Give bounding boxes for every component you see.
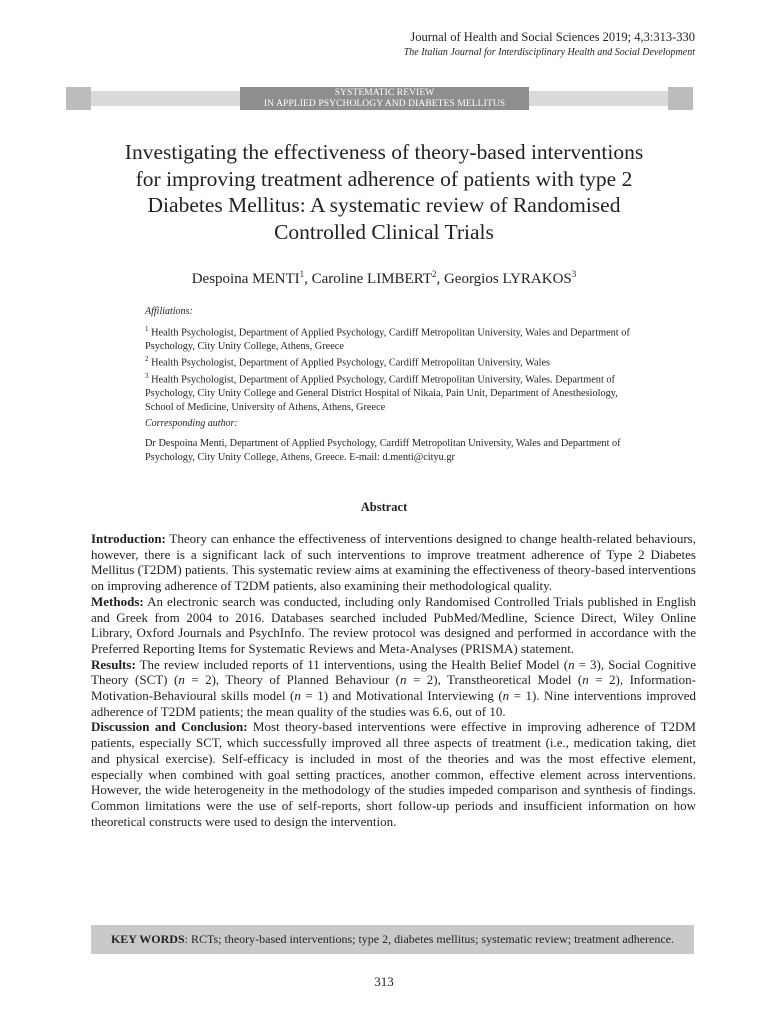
- keywords-label: KEY WORDS: [110, 932, 185, 946]
- abstract-italic-n: n: [399, 672, 407, 688]
- keywords-box: [91, 925, 694, 954]
- abstract-section-text: = 2), Information-Motivation-Behavioural skills model (: [91, 672, 696, 704]
- author-name: Caroline LIMBERT: [311, 271, 432, 287]
- abstract-section-text: An electronic search was conducted, including only Randomised Controlled Trials published in English and Greek from 2004 to 2016. Databases searched included PubMed/Medline, Science Direct, Wiley Online Library, Oxford Journals and PsychInfo. The review protocol was designed and performed in accordance with the Preferred Reporting Items for Systematic Reviews and Meta-Analyses (PRISMA) statement.: [91, 593, 696, 656]
- author-separator: ,: [304, 271, 312, 287]
- abstract-section-text: The review included reports of 11 interventions, using the Health Belief Model (: [135, 656, 569, 672]
- abstract-heading: Abstract: [360, 500, 408, 514]
- abstract-italic-n: n: [502, 688, 510, 704]
- section-banner: [66, 87, 693, 110]
- affiliation-text: Health Psychologist, Department of Applied Psychology, Cardiff Metropolitan University, Wales: [148, 357, 551, 369]
- abstract-section-text: Most theory-based interventions were effective in improving adherence of T2DM patients, especially SCT, which successfully improved all three aspects of treatment (i.e., medication taking, diet and physical exercise). Self-efficacy is included in most of the theories and was the most effective element, especially when combined with goal setting practices, another common, effective element across interventions. However, the wide heterogeneity in the methodology of the studies impeded comparison and synthesis of findings. Common limitations were the use of self-reports, short follow-up periods and insufficient information on how theoretical constructs were used to design the intervention.: [91, 719, 696, 829]
- abstract-section-label: Discussion and Conclusion:: [91, 719, 248, 735]
- affiliation-mark: 3: [145, 372, 149, 381]
- abstract-italic-n: n: [178, 672, 185, 688]
- abstract-section-text: Theory can enhance the effectiveness of interventions designed to change health-related behaviours, however, there is a significant lack of such interventions to improve treatment adherence of Type 2 Diabetes Mellitus (T2DM) patients. This systematic review aims at examining the effectiveness of theory-based interventions on improving adherence of T2DM patients, also examining their methodological quality.: [91, 531, 696, 594]
- abstract-section-label: Results:: [91, 656, 136, 672]
- banner-right-block: [668, 87, 693, 110]
- affiliation-item: [145, 370, 635, 414]
- author-separator: ,: [436, 271, 444, 287]
- journal-subtitle: The Italian Journal for Interdisciplinary Health and Social Development: [403, 47, 695, 58]
- abstract-section-label: Methods:: [91, 593, 144, 609]
- abstract-body: [91, 531, 696, 829]
- page-number: 313: [374, 974, 394, 989]
- author-affiliation-mark: 3: [571, 269, 577, 279]
- abstract-section-text: = 1) and Motivational Interviewing (: [300, 688, 503, 704]
- abstract-italic-n: n: [294, 688, 301, 704]
- abstract-section: [91, 657, 696, 720]
- author-list: [90, 264, 678, 289]
- banner-line-2: IN APPLIED PSYCHOLOGY AND DIABETES MELLITUS: [263, 98, 506, 109]
- keywords-text: : RCTs; theory-based interventions; type 2, diabetes mellitus; systematic review; treatment adherence.: [184, 932, 675, 946]
- banner-line-1: SYSTEMATIC REVIEW: [334, 87, 435, 98]
- affiliations-label: Affiliations:: [145, 306, 193, 317]
- author-name: Georgios LYRAKOS: [443, 271, 572, 287]
- corresponding-author-label: Corresponding author:: [145, 418, 238, 429]
- journal-header: [404, 29, 695, 61]
- affiliation-mark: 1: [145, 325, 149, 333]
- abstract-section-text: = 1). Nine interventions improved adherence of T2DM patients; the mean quality of the studies was 6.6, out of 10.: [91, 688, 696, 719]
- affiliation-text: Health Psychologist, Department of Applied Psychology, Cardiff Metropolitan University, Wales. Department of Psychology, City Unity College and General District Hospital of Nikaia, Pain Unit, Department of Anesthesiology, School of Medicine, University of Athens, Athens, Greece: [145, 374, 618, 413]
- abstract-section-label: Introduction:: [91, 531, 166, 546]
- corresponding-author-text: Dr Despoina Menti, Department of Applied Psychology, Cardiff Metropolitan University, Wales and Department of Psychology, City Unity College, Athens, Greece. E-mail: d.menti@cityu.gr: [145, 438, 621, 463]
- affiliation-text: Health Psychologist, Department of Applied Psychology, Cardiff Metropolitan University, Wales and Department of Psychology, City Unity College, Athens, Greece: [145, 327, 630, 352]
- author-affiliation-mark: 2: [431, 269, 437, 279]
- abstract-section-text: = 2), Theory of Planned Behaviour (: [184, 672, 400, 688]
- abstract-section: [91, 531, 696, 594]
- author-name: Despoina MENTI: [191, 271, 300, 287]
- affiliation-mark: 2: [145, 355, 149, 364]
- affiliation-item: [145, 323, 635, 353]
- affiliation-item: [145, 353, 635, 370]
- journal-citation: Journal of Health and Social Sciences 2019; 4,3:313-330: [410, 30, 695, 44]
- abstract-section-text: = 2), Transtheoretical Model (: [406, 672, 583, 688]
- abstract-section: [91, 594, 696, 657]
- abstract-italic-n: n: [568, 656, 575, 672]
- abstract-section: [91, 719, 696, 829]
- author-affiliation-mark: 1: [299, 269, 305, 279]
- abstract-section-text: = 3), Social Cognitive Theory (SCT) (: [91, 656, 697, 688]
- banner-label: [240, 87, 529, 110]
- affiliations-list: [145, 323, 635, 414]
- banner-left-block: [66, 87, 91, 110]
- abstract-italic-n: n: [582, 672, 589, 688]
- article-title: Investigating the effectiveness of theory-based interventions for improving treatment adherence of patients with type 2 Diabetes Mellitus: A systematic review of Randomised Controlled Clinical Trials: [124, 140, 644, 244]
